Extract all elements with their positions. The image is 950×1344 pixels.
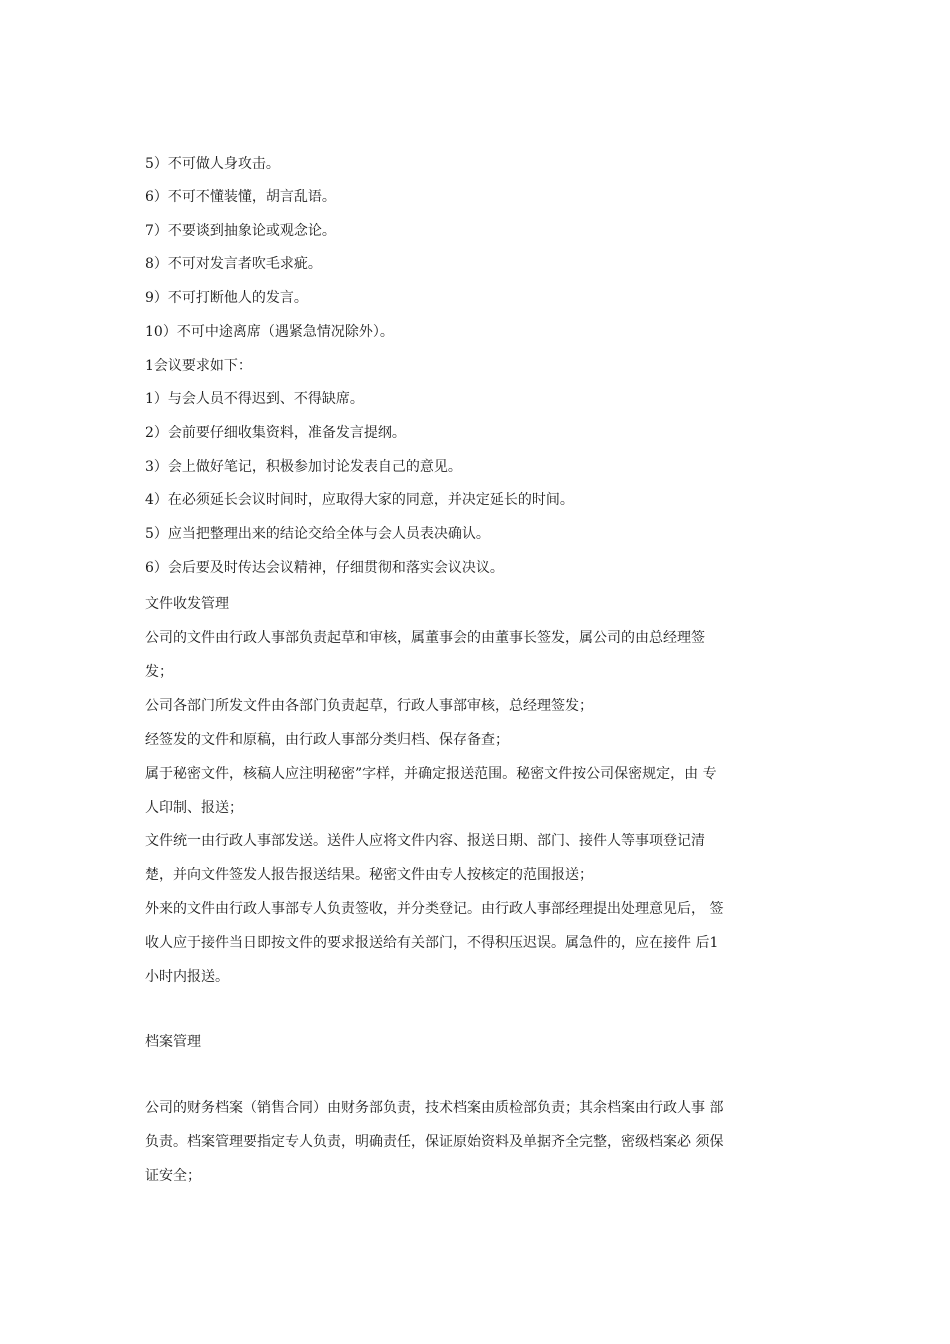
paragraph-line: 负责。档案管理要指定专人负责，明确责任，保证原始资料及单据齐全完整，密级档案必 须保 bbox=[145, 1134, 724, 1150]
rule-item: 9）不可打断他人的发言。 bbox=[145, 290, 308, 306]
archive-management-heading: 档案管理 bbox=[145, 1034, 201, 1050]
paragraph-line: 证安全； bbox=[145, 1168, 201, 1184]
paragraph-line: 收人应于接件当日即按文件的要求报送给有关部门，不得积压迟误。属急件的，应在接件 后1 bbox=[145, 935, 719, 951]
paragraph-line: 人印制、报送； bbox=[145, 800, 243, 816]
requirement-item: 1）与会人员不得迟到、不得缺席。 bbox=[145, 391, 364, 407]
meeting-requirements-heading: 1会议要求如下： bbox=[145, 358, 252, 374]
paragraph-line: 小时内报送。 bbox=[145, 969, 229, 985]
requirement-item: 3）会上做好笔记，积极参加讨论发表自己的意见。 bbox=[145, 459, 462, 475]
requirement-item: 5）应当把整理出来的结论交给全体与会人员表决确认。 bbox=[145, 526, 490, 542]
rule-item: 6）不可不懂装懂，胡言乱语。 bbox=[145, 189, 336, 205]
document-management-heading: 文件收发管理 bbox=[145, 596, 229, 612]
paragraph-line: 公司各部门所发文件由各部门负责起草，行政人事部审核，总经理签发； bbox=[145, 698, 593, 714]
requirement-item: 4）在必须延长会议时间时，应取得大家的同意，并决定延长的时间。 bbox=[145, 492, 574, 508]
paragraph-line: 公司的财务档案（销售合同）由财务部负责，技术档案由质检部负责；其余档案由行政人事 部 bbox=[145, 1100, 724, 1116]
paragraph-line: 发； bbox=[145, 664, 173, 680]
paragraph-line: 公司的文件由行政人事部负责起草和审核，属董事会的由董事长签发，属公司的由总经理签 bbox=[145, 630, 705, 646]
paragraph-line: 经签发的文件和原稿，由行政人事部分类归档、保存备查； bbox=[145, 732, 509, 748]
paragraph-line: 外来的文件由行政人事部专人负责签收，并分类登记。由行政人事部经理提出处理意见后， 签 bbox=[145, 901, 724, 917]
rule-item: 5）不可做人身攻击。 bbox=[145, 156, 280, 172]
rule-item: 8）不可对发言者吹毛求疵。 bbox=[145, 256, 322, 272]
paragraph-line: 属于秘密文件，核稿人应注明秘密”字样，并确定报送范围。秘密文件按公司保密规定，由 专 bbox=[145, 766, 717, 782]
paragraph-line: 楚，并向文件签发人报告报送结果。秘密文件由专人按核定的范围报送； bbox=[145, 867, 593, 883]
requirement-item: 6）会后要及时传达会议精神，仔细贯彻和落实会议决议。 bbox=[145, 560, 504, 576]
paragraph-line: 文件统一由行政人事部发送。送件人应将文件内容、报送日期、部门、接件人等事项登记清 bbox=[145, 833, 705, 849]
requirement-item: 2）会前要仔细收集资料，准备发言提纲。 bbox=[145, 425, 406, 441]
rule-item: 10）不可中途离席（遇紧急情况除外）。 bbox=[145, 324, 394, 340]
rule-item: 7）不要谈到抽象论或观念论。 bbox=[145, 223, 336, 239]
